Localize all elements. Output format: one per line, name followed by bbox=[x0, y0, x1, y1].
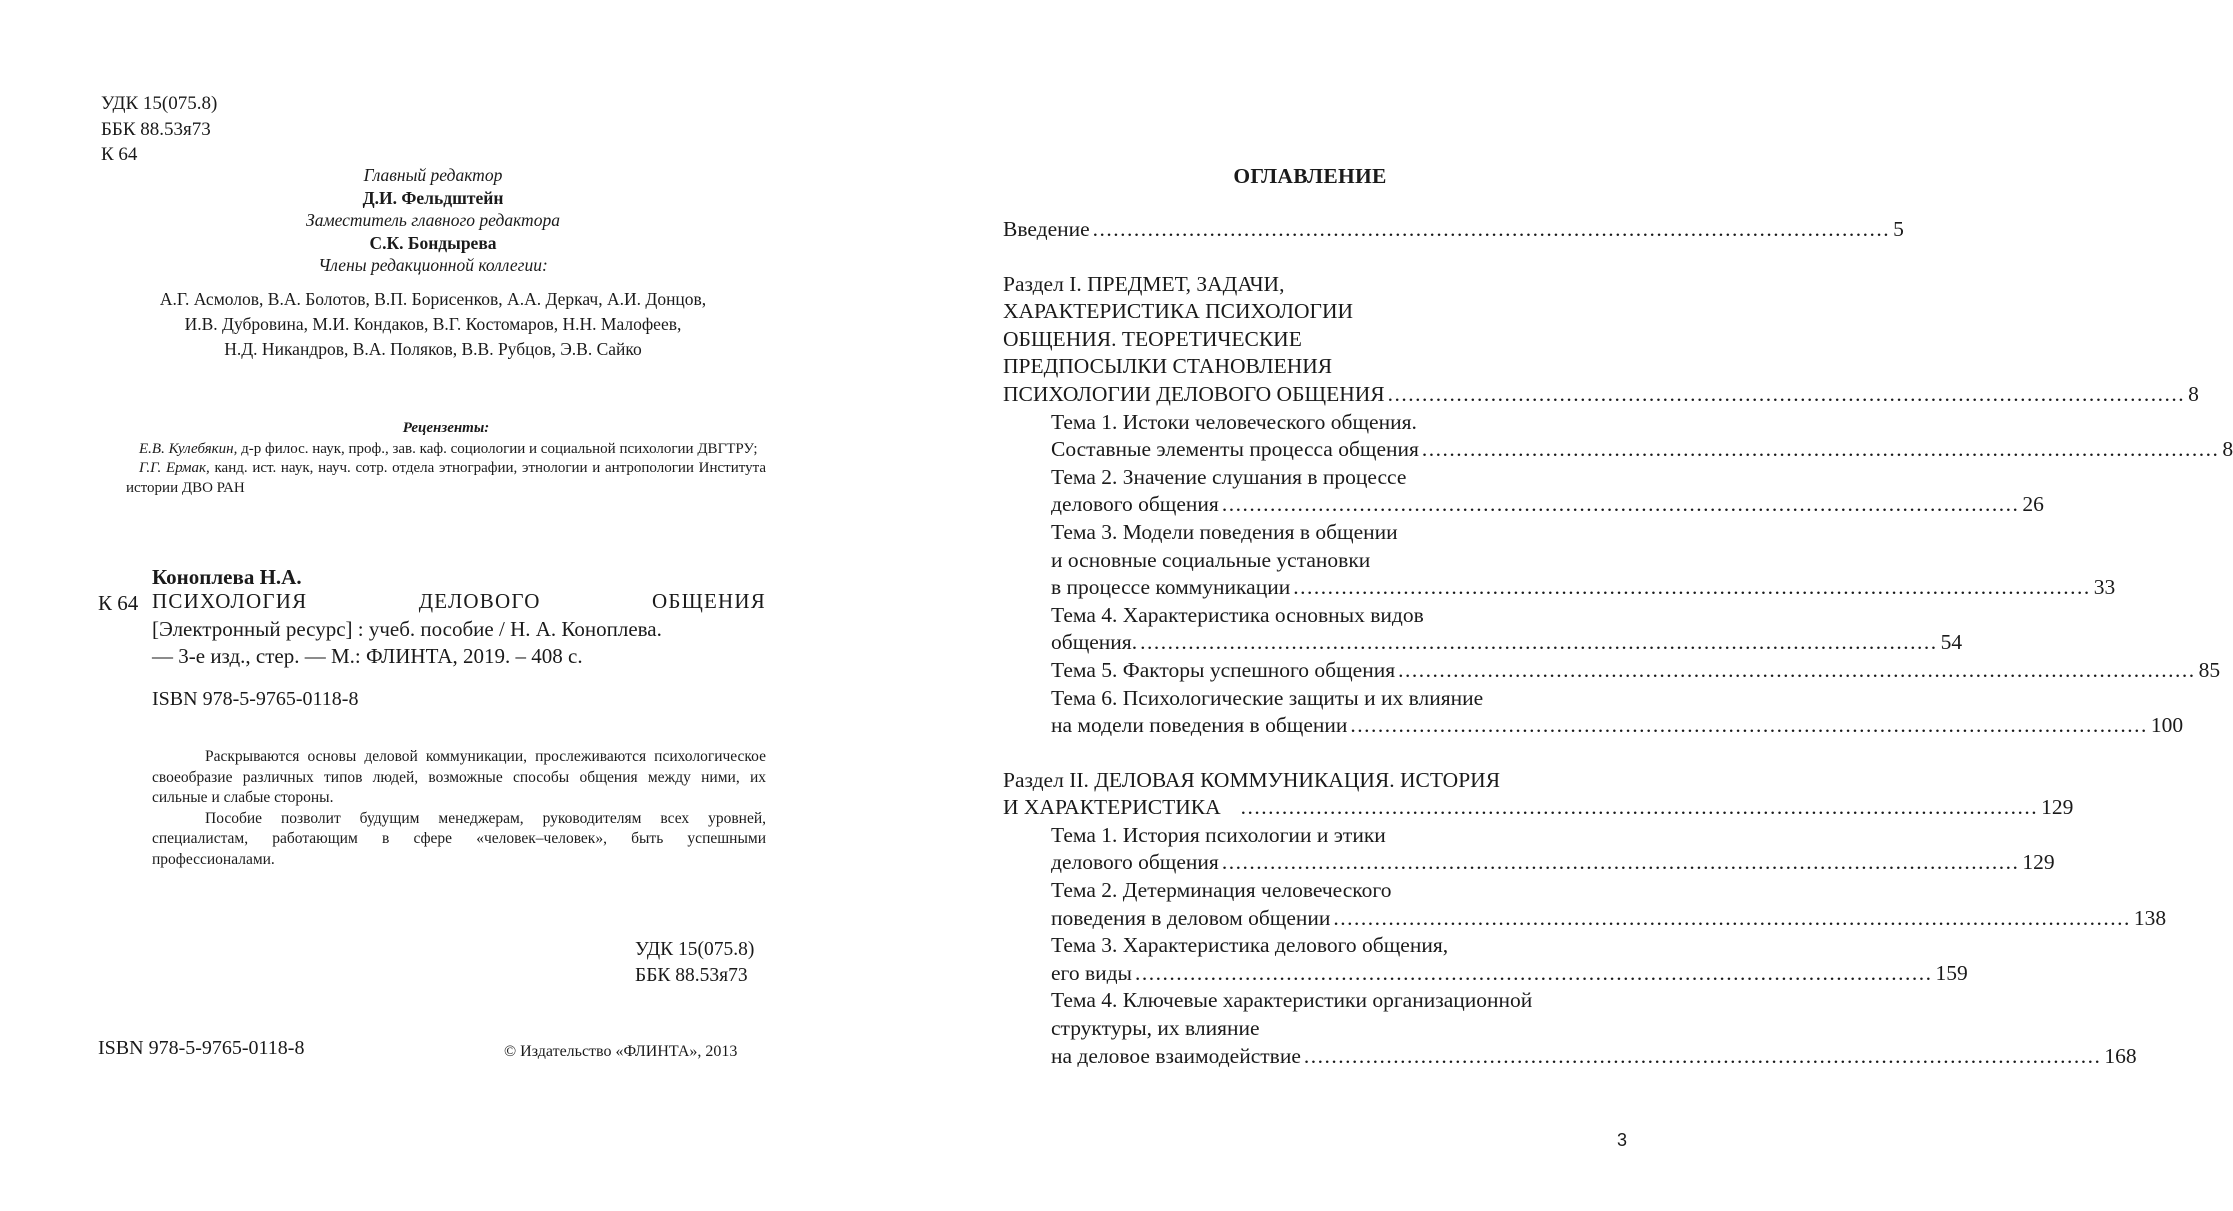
toc-entry-topic[interactable] bbox=[1003, 1043, 2137, 1071]
reviewer-entry bbox=[126, 459, 766, 498]
toc-topic-line: Тема 3. Характеристика делового общения, bbox=[1051, 933, 1449, 958]
toc-topic-line: Тема 3. Модели поведения в общении bbox=[1051, 519, 1398, 544]
toc-topic-line: Тема 6. Психологические защиты и их влияние bbox=[1051, 685, 1484, 710]
toc-entry-topic[interactable] bbox=[1003, 629, 1963, 657]
toc-page-number: 8 bbox=[2222, 437, 2233, 462]
bib-resource-line: [Электронный ресурс] : учеб. пособие / Н. А. Коноплева. bbox=[152, 616, 662, 641]
board-members-role: Члены редакционной коллегии: bbox=[318, 255, 548, 275]
toc-entry-topic[interactable] bbox=[1003, 657, 2221, 685]
toc-entry-topic[interactable] bbox=[1003, 905, 2167, 933]
toc-leader-dots: .................................................................................................................... bbox=[1350, 713, 2148, 738]
isbn-bottom: ISBN 978-5-9765-0118-8 bbox=[98, 1037, 305, 1059]
toc-leader-dots: .................................................................................................................... bbox=[1092, 217, 1891, 241]
udk-footer-block bbox=[635, 937, 754, 989]
toc-page-number: 129 bbox=[2041, 795, 2074, 820]
toc-section-line: Раздел II. ДЕЛОВАЯ КОММУНИКАЦИЯ. ИСТОРИЯ bbox=[1003, 767, 1501, 792]
reviewers-block bbox=[126, 419, 766, 498]
toc-page-number: 85 bbox=[2198, 657, 2221, 682]
toc-topic-line: Тема 1. Истоки человеческого общения. bbox=[1051, 409, 1417, 434]
toc-page-number: 159 bbox=[1935, 960, 1968, 985]
toc-section-line: Раздел I. ПРЕДМЕТ, ЗАДАЧИ, bbox=[1003, 271, 1285, 296]
toc-leader-dots: .................................................................................................................... bbox=[1387, 381, 2186, 406]
toc-leader-dots: .................................................................................................................... bbox=[1333, 905, 2131, 930]
toc-topic-line: Тема 2. Значение слушания в процессе bbox=[1051, 464, 1407, 489]
reviewer-credentials: , канд. ист. наук, науч. сотр. отдела этнографии, этнологии и антропологии Института истории ДВО РАН bbox=[126, 460, 766, 496]
board-members-line: И.В. Дубровина, М.И. Кондаков, В.Г. Костомаров, Н.Н. Малофеев, bbox=[184, 313, 682, 334]
deputy-editor-name: С.К. Бондырева bbox=[369, 232, 497, 253]
toc-entry-title: Составные элементы процесса общения bbox=[1051, 437, 1419, 462]
toc-topic-line: структуры, их влияние bbox=[1051, 1016, 1260, 1041]
toc-entry-title: Тема 5. Факторы успешного общения bbox=[1051, 657, 1396, 682]
bibliographic-record bbox=[152, 588, 766, 671]
toc-entry-title: делового общения bbox=[1051, 492, 1219, 517]
udk-header-block bbox=[101, 91, 217, 168]
toc-topic-line: Тема 2. Детерминация человеческого bbox=[1051, 878, 1392, 903]
toc-leader-dots: .................................................................................................................... bbox=[1221, 492, 2020, 517]
udk-code: УДК 15(075.8) bbox=[635, 939, 755, 960]
toc-entry-title: поведения в деловом общении bbox=[1051, 905, 1331, 930]
abstract-paragraph: Раскрываются основы деловой коммуникации, прослеживаются психологическое своеобразие различных типов людей, возможные способы общения между ними, их сильные и слабые стороны. bbox=[152, 748, 766, 806]
toc-section-line: ОБЩЕНИЯ. ТЕОРЕТИЧЕСКИЕ bbox=[1003, 326, 1302, 351]
toc-leader-dots: .................................................................................................................... bbox=[1398, 657, 2196, 682]
bbk-code: ББК 88.53я73 bbox=[101, 118, 211, 140]
reviewer-name: Г.Г. Ермак bbox=[139, 460, 207, 476]
toc-page-number: 33 bbox=[2093, 575, 2116, 600]
toc-page-number: 5 bbox=[1893, 217, 1904, 241]
bib-edition-line: — 3-е изд., стер. — М.: ФЛИНТА, 2019. – 408 с. bbox=[152, 644, 583, 668]
abstract-block bbox=[152, 747, 766, 870]
toc-leader-dots: .................................................................................................................... bbox=[1293, 575, 2091, 600]
chief-editor-name: Д.И. Фельдштейн bbox=[362, 187, 504, 208]
toc-entry-title: на деловое взаимодействие bbox=[1051, 1043, 1301, 1068]
page-number: 3 bbox=[1617, 1130, 1628, 1150]
toc-entry-topic[interactable] bbox=[1003, 960, 1968, 988]
toc-leader-dots: .................................................................................................................... bbox=[1140, 630, 1938, 655]
book-title bbox=[152, 588, 766, 616]
toc-entry-title: на модели поведения в общении bbox=[1051, 713, 1348, 738]
toc-topic-line: Тема 4. Характеристика основных видов bbox=[1051, 602, 1424, 627]
toc-page-number: 8 bbox=[2188, 381, 2199, 406]
author-name: Коноплева Н.А. bbox=[152, 565, 302, 589]
abstract-paragraph: Пособие позволит будущим менеджерам, руководителям всех уровней, специалистам, работающим в сфере «человек–человек», быть успешными профессионалами. bbox=[152, 809, 766, 868]
toc-entry-intro[interactable] bbox=[1003, 216, 1904, 244]
book-title-word: ПСИХОЛОГИЯ bbox=[152, 589, 308, 613]
isbn-main: ISBN 978-5-9765-0118-8 bbox=[152, 688, 359, 710]
board-members-list bbox=[100, 287, 766, 362]
toc-entry-title: его виды bbox=[1051, 960, 1132, 985]
k-code: К 64 bbox=[101, 144, 138, 165]
toc-entry-topic[interactable] bbox=[1003, 849, 2055, 877]
toc-entry-title: И ХАРАКТЕРИСТИКА bbox=[1003, 795, 1221, 820]
toc-section-line: ПРЕДПОСЫЛКИ СТАНОВЛЕНИЯ bbox=[1003, 354, 1333, 379]
reviewers-title: Рецензенты: bbox=[402, 420, 490, 436]
board-members-line: Н.Д. Никандров, В.А. Поляков, В.В. Рубцов, Э.В. Сайко bbox=[224, 338, 642, 359]
toc-entry-title: общения. bbox=[1051, 630, 1138, 655]
toc-entry-title: делового общения bbox=[1051, 850, 1219, 875]
toc-leader-dots: .................................................................................................................... bbox=[1221, 850, 2020, 875]
catalog-k-code: К 64 bbox=[98, 591, 139, 615]
bbk-code: ББК 88.53я73 bbox=[635, 965, 748, 986]
toc-entry-title: ПСИХОЛОГИИ ДЕЛОВОГО ОБЩЕНИЯ bbox=[1003, 381, 1385, 406]
book-title-word: ДЕЛОВОГО bbox=[418, 589, 541, 613]
copyright-notice: © Издательство «ФЛИНТА», 2013 bbox=[504, 1043, 738, 1060]
toc-entry-topic[interactable] bbox=[1003, 712, 2184, 740]
deputy-editor-role: Заместитель главного редактора bbox=[306, 210, 560, 230]
toc-topic-line: Тема 1. История психологии и этики bbox=[1051, 822, 1386, 847]
toc-page-number: 26 bbox=[2022, 492, 2044, 517]
toc-entry-topic[interactable] bbox=[1003, 491, 2044, 519]
editorial-board bbox=[100, 164, 766, 362]
toc-entry-topic[interactable] bbox=[1003, 436, 2233, 464]
udk-code: УДК 15(075.8) bbox=[101, 93, 218, 114]
toc-entry-title: в процессе коммуникации bbox=[1051, 575, 1291, 600]
book-title-word: ОБЩЕНИЯ bbox=[652, 589, 766, 613]
toc-topic-line: и основные социальные установки bbox=[1051, 547, 1371, 572]
toc-leader-dots: .................................................................................................................... bbox=[1240, 795, 2039, 820]
toc-page-number: 100 bbox=[2150, 713, 2184, 738]
toc-topic-line: Тема 4. Ключевые характеристики организационной bbox=[1051, 988, 1533, 1013]
reviewer-entry bbox=[126, 440, 766, 460]
toc-leader-dots: .................................................................................................................... bbox=[1135, 960, 1933, 985]
toc-page-number: 129 bbox=[2022, 850, 2055, 875]
toc-section-line: ХАРАКТЕРИСТИКА ПСИХОЛОГИИ bbox=[1003, 299, 1353, 324]
reviewer-credentials: д-р филос. наук, проф., зав. каф. социологии и социальной психологии ДВГТРУ; bbox=[237, 440, 758, 457]
board-members-line: А.Г. Асмолов, В.А. Болотов, В.П. Борисенков, А.А. Деркач, А.И. Донцов, bbox=[159, 288, 707, 309]
toc-page-number: 168 bbox=[2104, 1043, 2137, 1068]
toc-entry-topic[interactable] bbox=[1003, 574, 2116, 602]
toc-entry-title: Введение bbox=[1003, 217, 1090, 241]
toc-page-number: 138 bbox=[2133, 905, 2167, 930]
toc-leader-dots: .................................................................................................................... bbox=[1303, 1043, 2102, 1068]
chief-editor-role: Главный редактор bbox=[363, 165, 503, 185]
toc-entry-section-1[interactable] bbox=[1003, 381, 2199, 409]
toc-title: ОГЛАВЛЕНИЕ bbox=[1233, 164, 1387, 188]
toc-leader-dots: .................................................................................................................... bbox=[1421, 437, 2220, 462]
table-of-contents bbox=[1003, 216, 2233, 1070]
reviewer-name: Е.В. Кулебякин, bbox=[139, 440, 238, 457]
toc-entry-section-2[interactable] bbox=[1003, 794, 2074, 822]
toc-page-number: 54 bbox=[1940, 630, 1963, 655]
